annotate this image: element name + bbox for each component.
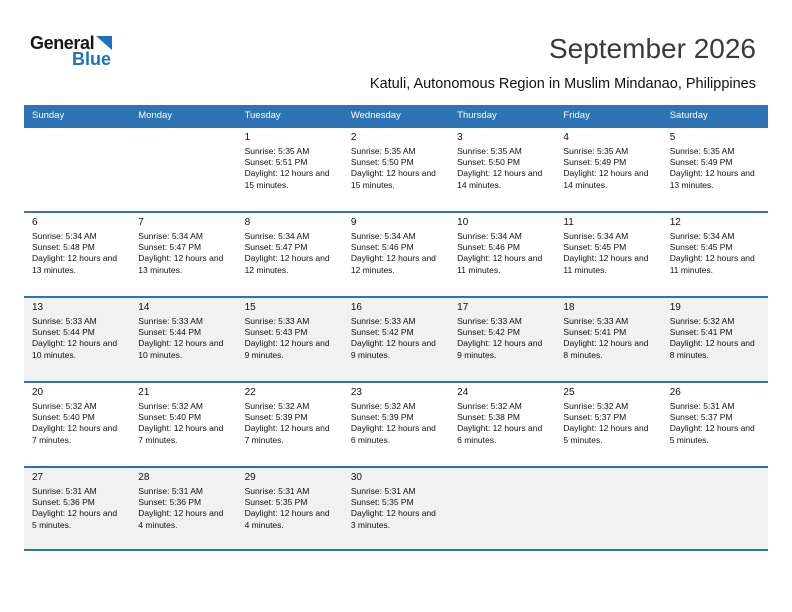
weekday-header-thursday: Thursday [457,110,497,121]
week-row-2 [24,211,768,296]
day-cell-empty [130,128,236,211]
day-cell-26 [662,383,768,466]
date-number: 18 [563,302,575,313]
page-title: September 2026 [548,33,756,64]
daylight-text: Daylight: 12 hours and 14 minutes. [457,168,543,190]
daylight-text: Daylight: 12 hours and 9 minutes. [350,338,436,360]
daylight-text: Daylight: 12 hours and 5 minutes. [563,423,649,445]
date-number: 9 [350,217,357,228]
day-cell-28 [130,468,236,549]
sunrise-text: Sunrise: 5:33 AM [138,316,204,326]
sunrise-text: Sunrise: 5:31 AM [244,486,310,496]
date-number: 14 [138,302,150,313]
sunrise-text: Sunrise: 5:33 AM [457,316,522,326]
sunset-text: Sunset: 5:41 PM [563,327,627,338]
day-cell-1 [237,128,343,211]
day-cell-25 [555,383,661,466]
day-sun-info [457,231,545,276]
day-cell-8 [237,213,343,296]
sunrise-text: Sunrise: 5:31 AM [350,486,416,496]
title-block [370,34,756,92]
date-number: 21 [138,387,150,398]
daylight-text: Daylight: 12 hours and 8 minutes. [563,338,649,360]
day-cell-20 [24,383,130,466]
logo-triangle-icon [96,36,112,50]
day-sun-info [32,231,120,276]
day-cell-19 [662,298,768,381]
date-number: 23 [350,387,362,398]
day-sun-info [245,146,333,191]
logo-text-general: General [30,33,95,53]
day-cell-empty [449,468,555,549]
day-sun-info [138,231,226,276]
day-cell-18 [555,298,661,381]
sunset-text: Sunset: 5:46 PM [457,242,520,253]
date-number: 19 [669,302,681,313]
day-cell-17 [449,298,555,381]
page-header [30,34,756,92]
daylight-text: Daylight: 12 hours and 11 minutes. [457,253,543,275]
day-sun-info [138,401,226,446]
daylight-text: Daylight: 12 hours and 7 minutes. [244,423,330,445]
day-cell-4 [555,128,661,211]
day-cell-22 [237,383,343,466]
sunrise-text: Sunrise: 5:32 AM [669,316,735,326]
sunrise-text: Sunrise: 5:35 AM [244,146,310,156]
day-sun-info [245,316,333,361]
daylight-text: Daylight: 12 hours and 9 minutes. [457,338,543,360]
date-number: 24 [457,387,469,398]
daylight-text: Daylight: 12 hours and 3 minutes. [350,508,436,530]
day-cell-3 [449,128,555,211]
daylight-text: Daylight: 12 hours and 10 minutes. [138,338,224,360]
date-number: 6 [32,217,38,228]
day-sun-info [351,231,439,276]
day-cell-24 [449,383,555,466]
day-cell-29 [237,468,343,549]
day-cell-30 [343,468,449,549]
day-sun-info [351,486,439,531]
sunset-text: Sunset: 5:42 PM [457,327,520,338]
day-cell-13 [24,298,130,381]
daylight-text: Daylight: 12 hours and 11 minutes. [669,253,755,275]
sunrise-text: Sunrise: 5:34 AM [244,231,310,241]
day-sun-info [245,486,333,531]
day-cell-6 [24,213,130,296]
weekday-header-wednesday: Wednesday [350,110,401,121]
daylight-text: Daylight: 12 hours and 12 minutes. [350,253,436,275]
sunrise-text: Sunrise: 5:32 AM [32,401,97,411]
date-number: 22 [244,387,256,398]
day-cell-empty [662,468,768,549]
day-sun-info [138,486,226,531]
day-sun-info [245,231,333,276]
sunrise-text: Sunrise: 5:34 AM [32,231,97,241]
sunrise-text: Sunrise: 5:32 AM [244,401,310,411]
day-sun-info [457,401,545,446]
day-sun-info [670,401,758,446]
day-cell-empty [555,468,661,549]
sunrise-text: Sunrise: 5:34 AM [669,231,735,241]
week-row-3 [24,296,768,381]
weekday-header-tuesday: Tuesday [244,110,281,121]
sunset-text: Sunset: 5:46 PM [350,242,414,253]
sunrise-text: Sunrise: 5:32 AM [138,401,204,411]
daylight-text: Daylight: 12 hours and 8 minutes. [669,338,755,360]
general-blue-logo [30,34,112,68]
day-sun-info [563,316,651,361]
day-sun-info [351,146,439,191]
sunset-text: Sunset: 5:50 PM [457,157,520,168]
day-cell-9 [343,213,449,296]
sunset-text: Sunset: 5:49 PM [563,157,627,168]
date-number: 20 [32,387,44,398]
date-number: 1 [244,132,251,143]
sunset-text: Sunset: 5:38 PM [457,412,520,423]
sunrise-text: Sunrise: 5:32 AM [457,401,522,411]
sunset-text: Sunset: 5:36 PM [138,497,202,508]
day-cell-empty [24,128,130,211]
weekday-header-friday: Friday [563,110,590,121]
sunset-text: Sunset: 5:35 PM [244,497,308,508]
sunset-text: Sunset: 5:45 PM [563,242,627,253]
sunrise-text: Sunrise: 5:35 AM [350,146,416,156]
daylight-text: Daylight: 12 hours and 4 minutes. [138,508,224,530]
sunrise-text: Sunrise: 5:35 AM [457,146,522,156]
sunset-text: Sunset: 5:41 PM [669,327,733,338]
sunrise-text: Sunrise: 5:35 AM [563,146,629,156]
daylight-text: Daylight: 12 hours and 7 minutes. [138,423,224,445]
week-row-5 [24,466,768,551]
day-sun-info [563,146,651,191]
day-sun-info [670,231,758,276]
sunrise-text: Sunrise: 5:32 AM [350,401,416,411]
date-number: 4 [563,132,569,143]
day-cell-11 [555,213,661,296]
sunrise-text: Sunrise: 5:34 AM [350,231,416,241]
date-number: 28 [138,472,150,483]
daylight-text: Daylight: 12 hours and 7 minutes. [32,423,118,445]
sunset-text: Sunset: 5:39 PM [350,412,414,423]
sunrise-text: Sunrise: 5:32 AM [563,401,629,411]
sunset-text: Sunset: 5:40 PM [138,412,202,423]
day-sun-info [351,401,439,446]
sunrise-text: Sunrise: 5:31 AM [669,401,735,411]
day-sun-info [563,231,651,276]
date-number: 26 [669,387,681,398]
sunset-text: Sunset: 5:44 PM [32,327,95,338]
day-sun-info [563,401,651,446]
sunset-text: Sunset: 5:37 PM [669,412,733,423]
day-cell-10 [449,213,555,296]
date-number: 27 [32,472,44,483]
day-cell-12 [662,213,768,296]
location-subtitle: Katuli, Autonomous Region in Muslim Mindanao, Philippines [369,75,756,92]
day-cell-27 [24,468,130,549]
daylight-text: Daylight: 12 hours and 11 minutes. [563,253,649,275]
sunrise-text: Sunrise: 5:34 AM [563,231,629,241]
day-sun-info [457,146,545,191]
sunrise-text: Sunrise: 5:33 AM [563,316,629,326]
day-sun-info [351,316,439,361]
date-number: 12 [669,217,681,228]
date-number: 30 [350,472,362,483]
day-cell-23 [343,383,449,466]
daylight-text: Daylight: 12 hours and 10 minutes. [32,338,118,360]
sunset-text: Sunset: 5:40 PM [32,412,95,423]
sunset-text: Sunset: 5:47 PM [244,242,308,253]
calendar-table [24,105,768,551]
day-sun-info [32,316,120,361]
daylight-text: Daylight: 12 hours and 5 minutes. [32,508,118,530]
weeks-container [24,126,768,551]
sunset-text: Sunset: 5:37 PM [563,412,627,423]
date-number: 15 [244,302,256,313]
daylight-text: Daylight: 12 hours and 13 minutes. [32,253,118,275]
weekday-header-monday: Monday [138,110,173,121]
daylight-text: Daylight: 12 hours and 12 minutes. [244,253,330,275]
daylight-text: Daylight: 12 hours and 15 minutes. [244,168,330,190]
sunrise-text: Sunrise: 5:34 AM [138,231,204,241]
sunset-text: Sunset: 5:48 PM [32,242,95,253]
sunset-text: Sunset: 5:49 PM [669,157,733,168]
sunrise-text: Sunrise: 5:31 AM [138,486,204,496]
sunset-text: Sunset: 5:51 PM [244,157,308,168]
sunset-text: Sunset: 5:43 PM [244,327,308,338]
day-cell-2 [343,128,449,211]
daylight-text: Daylight: 12 hours and 5 minutes. [669,423,755,445]
date-number: 16 [350,302,362,313]
logo-text-blue: Blue [72,49,112,69]
week-row-1 [24,126,768,211]
day-cell-21 [130,383,236,466]
date-number: 2 [350,132,357,143]
date-number: 29 [244,472,256,483]
sunset-text: Sunset: 5:47 PM [138,242,202,253]
sunset-text: Sunset: 5:50 PM [350,157,414,168]
daylight-text: Daylight: 12 hours and 9 minutes. [244,338,330,360]
daylight-text: Daylight: 12 hours and 6 minutes. [350,423,436,445]
sunrise-text: Sunrise: 5:34 AM [457,231,522,241]
sunset-text: Sunset: 5:35 PM [350,497,414,508]
day-sun-info [457,316,545,361]
day-cell-16 [343,298,449,381]
date-number: 5 [669,132,676,143]
day-sun-info [670,316,758,361]
date-number: 10 [457,217,469,228]
week-row-4 [24,381,768,466]
date-number: 3 [457,132,463,143]
sunrise-text: Sunrise: 5:33 AM [244,316,310,326]
sunset-text: Sunset: 5:36 PM [32,497,95,508]
day-cell-5 [662,128,768,211]
sunset-text: Sunset: 5:45 PM [669,242,733,253]
date-number: 17 [457,302,469,313]
sunset-text: Sunset: 5:42 PM [350,327,414,338]
daylight-text: Daylight: 12 hours and 14 minutes. [563,168,649,190]
sunrise-text: Sunrise: 5:33 AM [32,316,97,326]
sunset-text: Sunset: 5:39 PM [244,412,308,423]
sunset-text: Sunset: 5:44 PM [138,327,202,338]
weekday-header-row [24,105,768,126]
day-cell-14 [130,298,236,381]
date-number: 8 [244,217,251,228]
sunrise-text: Sunrise: 5:35 AM [669,146,735,156]
day-cell-15 [237,298,343,381]
daylight-text: Daylight: 12 hours and 4 minutes. [244,508,330,530]
daylight-text: Daylight: 12 hours and 13 minutes. [138,253,224,275]
day-cell-7 [130,213,236,296]
daylight-text: Daylight: 12 hours and 6 minutes. [457,423,543,445]
day-sun-info [32,486,120,531]
sunrise-text: Sunrise: 5:33 AM [350,316,416,326]
date-number: 25 [563,387,575,398]
daylight-text: Daylight: 12 hours and 13 minutes. [669,168,755,190]
day-sun-info [245,401,333,446]
date-number: 7 [138,217,144,228]
daylight-text: Daylight: 12 hours and 15 minutes. [350,168,436,190]
weekday-header-sunday: Sunday [32,110,65,121]
day-sun-info [670,146,758,191]
date-number: 13 [32,302,44,313]
day-sun-info [32,401,120,446]
day-sun-info [138,316,226,361]
weekday-header-saturday: Saturday [669,110,708,121]
date-number: 11 [563,217,574,228]
sunrise-text: Sunrise: 5:31 AM [32,486,97,496]
